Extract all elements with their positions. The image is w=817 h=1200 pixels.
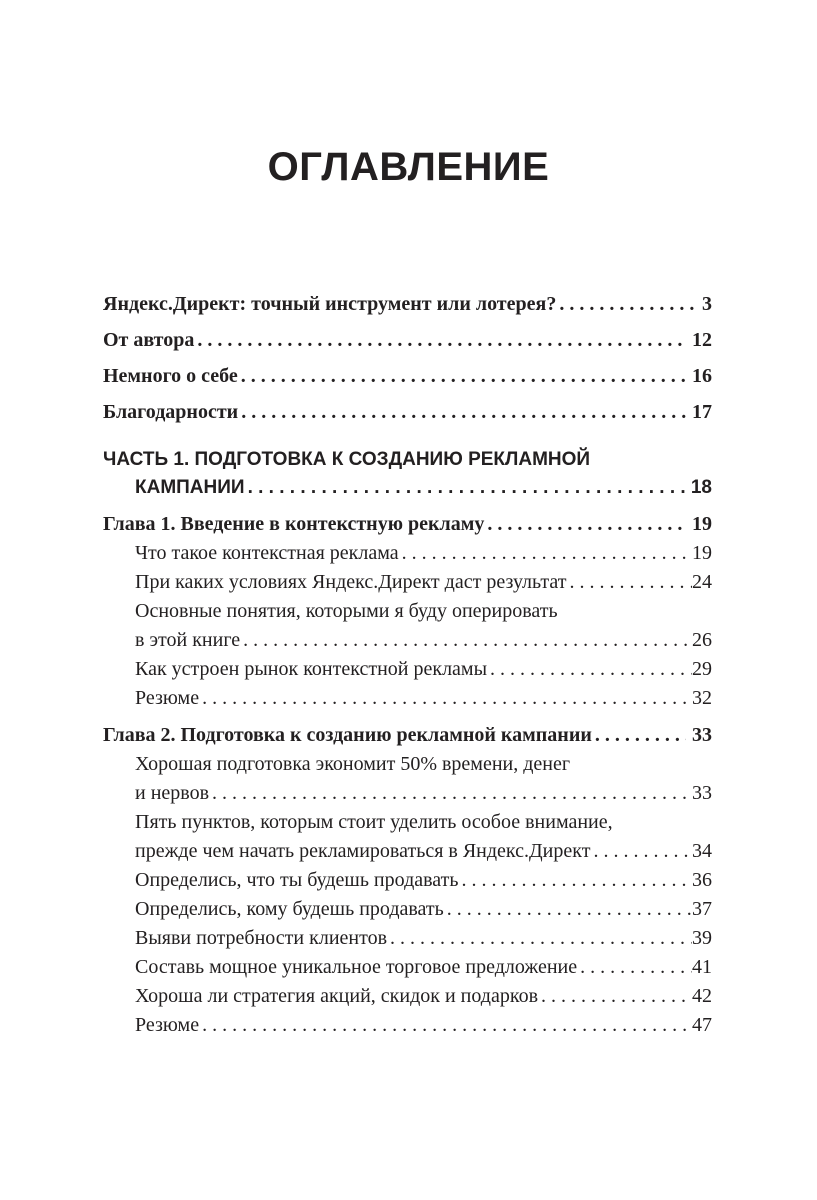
toc-entry [103, 597, 712, 655]
dot-leader [580, 953, 692, 982]
toc-entry-text: и нервов [135, 782, 210, 804]
toc-entry-text: КАМПАНИИ [135, 477, 245, 498]
toc-entry [103, 924, 712, 953]
toc-entry-page-number: 29 [692, 658, 712, 680]
toc-entry-page-number: 3 [702, 293, 712, 315]
toc-entry-text: Немного о себе [103, 365, 238, 387]
dot-leader [541, 982, 692, 1011]
toc-entry-text: Глава 1. Введение в контекстную рекламу [103, 513, 485, 535]
toc-entry-page-number: 37 [692, 898, 712, 920]
dot-leader [595, 721, 686, 750]
toc-entry-text: Резюме [135, 1014, 200, 1036]
dot-leader [197, 328, 686, 352]
toc-entry-text: Составь мощное уникальное торговое предложение [135, 956, 578, 978]
toc-entry-text: Глава 2. Подготовка к созданию рекламной кампании [103, 724, 592, 746]
dot-leader [390, 924, 692, 953]
dot-leader [241, 400, 686, 424]
dot-leader [402, 539, 692, 568]
dot-leader [490, 655, 692, 684]
toc-entry-page-number: 16 [692, 365, 712, 387]
toc-entry-page-number: 18 [690, 477, 712, 498]
dot-leader [248, 474, 691, 502]
toc-entry-page-number: 41 [692, 956, 712, 978]
toc-entry-page-number: 19 [692, 542, 712, 564]
toc-entry [103, 721, 712, 750]
dot-leader [462, 866, 692, 895]
toc-entry-page-number: 26 [692, 629, 712, 651]
dot-leader [241, 364, 686, 388]
toc-entry-page-number: 47 [692, 1014, 712, 1036]
toc-entry-page-number: 42 [692, 985, 712, 1007]
dot-leader [202, 684, 692, 713]
toc-entry-text: Хороша ли стратегия акций, скидок и подарков [135, 985, 539, 1007]
toc-entry [103, 292, 712, 316]
toc-entry-text: Пять пунктов, которым стоит уделить особое внимание, [135, 811, 613, 833]
toc-entry-text: Благодарности [103, 401, 239, 423]
toc-entry [103, 808, 712, 866]
toc-entry-page-number: 17 [692, 401, 712, 423]
toc-entry-text: Основные понятия, которыми я буду оперировать [135, 600, 558, 622]
toc-entry-page-number: 24 [692, 571, 712, 593]
toc-entry-page-number: 19 [692, 513, 712, 535]
toc-entry [103, 895, 712, 924]
toc-entry [103, 364, 712, 388]
toc-entry [103, 684, 712, 713]
dot-leader [212, 779, 692, 808]
toc-entry-text: Что такое контекстная реклама [135, 542, 399, 564]
toc-entry-page-number: 33 [692, 724, 712, 746]
toc-entry-page-number: 33 [692, 782, 712, 804]
toc-entry-text: прежде чем начать рекламироваться в Яндекс.Директ [135, 840, 591, 862]
dot-leader [593, 837, 692, 866]
dot-leader [202, 1011, 692, 1040]
toc-entry-text: Яндекс.Директ: точный инструмент или лотерея? [103, 293, 557, 315]
page-title: ОГЛАВЛЕНИЕ [267, 145, 550, 189]
toc-entry [103, 982, 712, 1011]
dot-leader [559, 292, 696, 316]
toc-entry [103, 1011, 712, 1040]
toc-entry-text: Как устроен рынок контекстной рекламы [135, 658, 488, 680]
toc-entry [103, 568, 712, 597]
toc-entry-text: Хорошая подготовка экономит 50% времени, денег [135, 753, 571, 775]
toc-entry-page-number: 12 [692, 329, 712, 351]
toc-entry-page-number: 34 [692, 840, 712, 862]
toc-entry-text: ЧАСТЬ 1. ПОДГОТОВКА К СОЗДАНИЮ РЕКЛАМНОЙ [103, 449, 591, 470]
toc-entry [103, 446, 712, 502]
toc-entry-text: При каких условиях Яндекс.Директ даст результат [135, 571, 567, 593]
toc-entry [103, 328, 712, 352]
toc-entry [103, 953, 712, 982]
toc-entry-text: От автора [103, 329, 195, 351]
toc-entry-page-number: 32 [692, 687, 712, 709]
toc-list [103, 292, 712, 1040]
toc-entry-text: Выяви потребности клиентов [135, 927, 388, 949]
toc-entry [103, 866, 712, 895]
dot-leader [447, 895, 692, 924]
toc-entry [103, 400, 712, 424]
toc-entry-text: Резюме [135, 687, 200, 709]
toc-entry-page-number: 36 [692, 869, 712, 891]
dot-leader [487, 510, 686, 539]
toc-entry-text: Определись, кому будешь продавать [135, 898, 444, 920]
toc-entry [103, 539, 712, 568]
dot-leader [243, 626, 692, 655]
toc-entry-text: в этой книге [135, 629, 241, 651]
toc-entry-text: Определись, что ты будешь продавать [135, 869, 459, 891]
toc-entry-page-number: 39 [692, 927, 712, 949]
dot-leader [569, 568, 692, 597]
toc-entry [103, 655, 712, 684]
toc-entry [103, 510, 712, 539]
toc-entry [103, 750, 712, 808]
